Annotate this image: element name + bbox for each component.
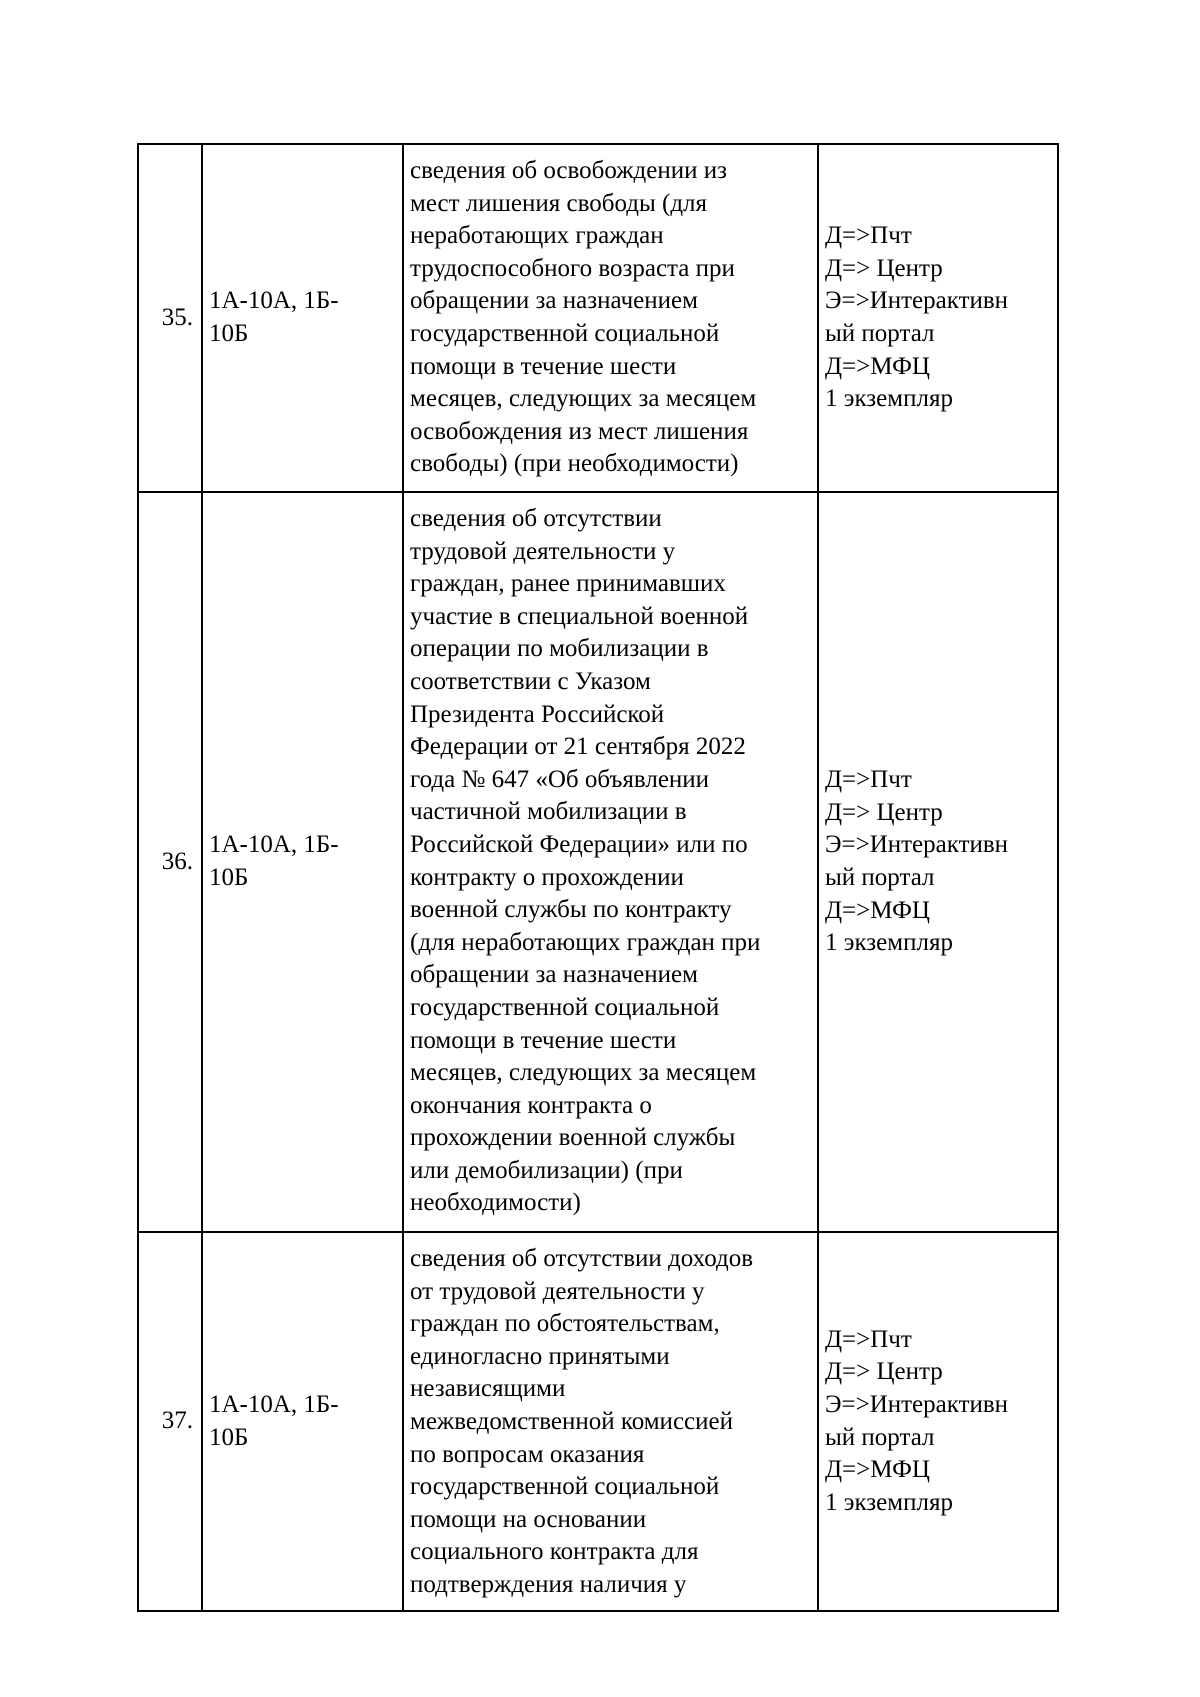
description-line: мест лишения свободы (для — [410, 189, 708, 217]
row-code — [202, 144, 403, 492]
method-line: Д=>МФЦ — [825, 896, 930, 924]
description-line: частичной мобилизации в — [410, 798, 687, 826]
description-line: государственной социальной — [410, 1473, 720, 1501]
description-line: месяцев, следующих за месяцем — [410, 385, 757, 413]
description-line: сведения об отсутствии — [410, 505, 662, 532]
row-submission-method — [818, 1232, 1058, 1611]
description-line: социального контракта для — [410, 1538, 699, 1566]
method-line: Э=>Интерактивн — [825, 287, 1009, 315]
row-description — [403, 492, 818, 1232]
description-line: граждан по обстоятельствам, — [410, 1310, 720, 1338]
table-row-36 — [138, 492, 1058, 1232]
method-line: Д=> Центр — [825, 798, 943, 826]
method-line: Э=>Интерактивн — [825, 831, 1009, 859]
description-line: сведения об освобождении из — [410, 157, 727, 184]
row-submission-method — [818, 144, 1058, 492]
description-line: трудоспособного возраста при — [410, 254, 735, 282]
code-line: 10Б — [209, 1423, 249, 1451]
description-line: сведения об отсутствии доходов — [410, 1245, 753, 1272]
description-line: Федерации от 21 сентября 2022 — [410, 733, 746, 761]
code-line: 1А-10А, 1Б- — [209, 831, 339, 859]
description-line: прохождении военной службы — [410, 1124, 736, 1152]
document-table — [137, 143, 1059, 1612]
description-line: года № 647 «Об объявлении — [410, 765, 710, 793]
row-number: 36. — [138, 492, 202, 1232]
description-line: соответствии с Указом — [410, 667, 651, 695]
row-code — [202, 1232, 403, 1611]
description-line: обращении за назначением — [410, 287, 698, 315]
method-line: Э=>Интерактивн — [825, 1390, 1009, 1418]
description-line: освобождения из мест лишения — [410, 417, 749, 445]
description-line: от трудовой деятельности у — [410, 1277, 705, 1305]
description-line: или демобилизации) (при — [410, 1156, 683, 1184]
method-line: Д=>Пчт — [825, 1325, 912, 1353]
table-row-37 — [138, 1232, 1058, 1611]
method-line: ый портал — [825, 1423, 935, 1451]
code-line: 10Б — [209, 320, 249, 347]
code-line: 10Б — [209, 864, 249, 891]
description-line: обращении за назначением — [410, 961, 698, 989]
description-line: помощи в течение шести — [410, 352, 677, 380]
description-line: неработающих граждан — [410, 222, 664, 250]
description-line: помощи на основании — [410, 1505, 647, 1533]
row-description — [403, 1232, 818, 1611]
description-line: окончания контракта о — [410, 1091, 652, 1119]
description-line: по вопросам оказания — [410, 1440, 645, 1468]
description-line: контракту о прохождении — [410, 863, 684, 891]
method-line: Д=> Центр — [825, 1358, 943, 1386]
row-number: 37. — [138, 1232, 202, 1611]
row-code — [202, 492, 403, 1232]
row-number: 35. — [138, 144, 202, 492]
code-line: 1А-10А, 1Б- — [209, 1390, 339, 1418]
row-description — [403, 144, 818, 492]
method-line: Д=>МФЦ — [825, 1456, 930, 1484]
method-line: Д=>МФЦ — [825, 352, 930, 380]
method-line: 1 экземпляр — [825, 1488, 953, 1516]
description-line: государственной социальной — [410, 319, 720, 347]
description-line: военной службы по контракту — [410, 896, 732, 924]
description-line: (для неработающих граждан при — [410, 928, 761, 956]
code-line: 1А-10А, 1Б- — [209, 287, 339, 315]
method-line: Д=> Центр — [825, 254, 943, 282]
description-line: операции по мобилизации в — [410, 635, 709, 663]
table-row-35 — [138, 144, 1058, 492]
method-line: Д=>Пчт — [825, 222, 912, 250]
description-line: государственной социальной — [410, 993, 720, 1021]
description-line: помощи в течение шести — [410, 1026, 677, 1054]
description-line: граждан, ранее принимавших — [410, 570, 726, 598]
description-line: межведомственной комиссией — [410, 1407, 733, 1435]
description-line: единогласно принятыми — [410, 1342, 670, 1370]
description-line: месяцев, следующих за месяцем — [410, 1059, 757, 1087]
method-line: ый портал — [825, 864, 935, 891]
description-line: подтверждения наличия у — [410, 1570, 687, 1598]
method-line: ый портал — [825, 320, 935, 347]
description-line: Российской Федерации» или по — [410, 830, 748, 858]
description-line: Президента Российской — [410, 700, 665, 728]
method-line: 1 экземпляр — [825, 385, 953, 413]
description-line: свободы) (при необходимости) — [410, 450, 739, 478]
description-line: участие в специальной военной — [410, 602, 749, 630]
method-line: 1 экземпляр — [825, 929, 953, 957]
row-submission-method — [818, 492, 1058, 1232]
description-line: трудовой деятельности у — [410, 537, 676, 565]
description-line: независящими — [410, 1375, 566, 1403]
method-line: Д=>Пчт — [825, 766, 912, 794]
description-line: необходимости) — [410, 1189, 581, 1217]
